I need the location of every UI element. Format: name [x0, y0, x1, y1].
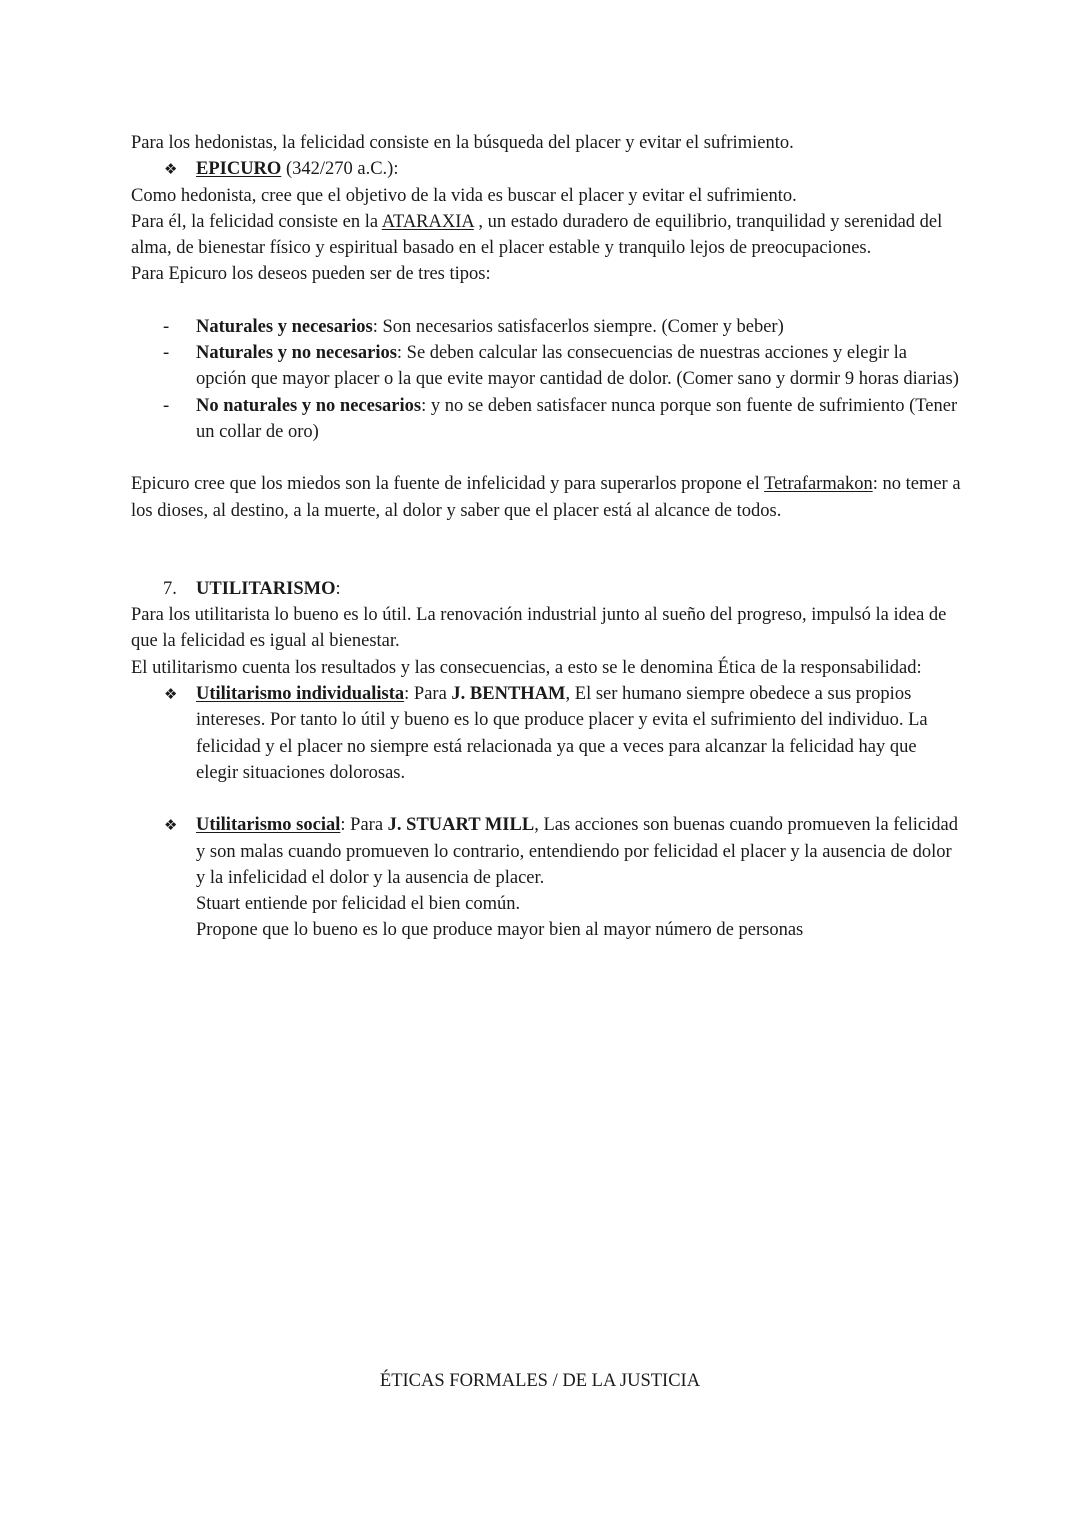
utilitarismo-paragraph-1: Para los utilitarista lo bueno es lo útil. La renovación industrial junto al sueño del progreso, impulsó la idea de que la felicidad es igual al bienestar. — [131, 605, 947, 652]
list-item — [131, 314, 961, 340]
ataraxia-word: ATARAXIA — [381, 211, 474, 232]
social-item — [131, 812, 961, 943]
bentham-name: J. BENTHAM — [451, 684, 566, 705]
individualista-pre: : Para — [404, 684, 452, 705]
section-title: UTILITARISMO — [196, 578, 336, 599]
epicuro-name: EPICURO — [196, 159, 282, 180]
individualista-title: Utilitarismo individualista — [196, 684, 405, 705]
tetrafarmakon-word: Tetrafarmakon — [764, 474, 873, 495]
desire-text: : Se deben calcular las consecuencias de nuestras acciones y elegir la opción que mayor placer o la que evite mayor cantidad de dolor. (Comer sano y dormir 9 horas diarias) — [196, 343, 959, 390]
social-pre: : Para — [340, 815, 388, 836]
diamond-bullet-icon: ❖ — [164, 685, 178, 704]
desires-intro: Para Epicuro los deseos pueden ser de tres tipos: — [131, 264, 491, 285]
diamond-bullet-icon: ❖ — [164, 160, 178, 179]
dash-bullet: - — [163, 316, 170, 337]
desire-text: : Son necesarios satisfacerlos siempre. (Comer y beber) — [372, 316, 784, 337]
document-page — [131, 130, 961, 944]
social-line-3: Propone que lo bueno es lo que produce mayor bien al mayor número de personas — [196, 920, 804, 941]
ataraxia-pre: Para él, la felicidad consiste en la — [131, 211, 382, 232]
individualista-text: , El ser humano siempre obedece a sus propios intereses. Por tanto lo útil y bueno es lo que produce placer y evita el sufrimiento del individuo. La felicidad y el placer no siempre está relacionada ya que a veces para alcanzar la felicidad hay que elegir situaciones dolorosas. — [196, 684, 928, 783]
desire-label: Naturales y no necesarios — [196, 343, 397, 364]
desire-text: : y no se deben satisfacer nunca porque son fuente de sufrimiento (Tener un collar de oro) — [196, 395, 958, 442]
fears-pre: Epicuro cree que los miedos son la fuente de infelicidad y para superarlos propone el — [131, 474, 765, 495]
utilitarismo-paragraph-2: El utilitarismo cuenta los resultados y las consecuencias, a esto se le denomina Ética de la responsabilidad: — [131, 657, 922, 678]
ataraxia-post: , un estado duradero de equilibrio, tranquilidad y serenidad del alma, de bienestar físico y espiritual basado en el placer estable y tranquilo lejos de preocupaciones. — [131, 211, 943, 259]
dash-bullet: - — [163, 343, 170, 364]
social-line-2: Stuart entiende por felicidad el bien común. — [196, 894, 521, 915]
epicuro-heading — [131, 156, 961, 182]
section-number: 7. — [163, 578, 177, 599]
desires-list — [131, 314, 961, 445]
social-text: , Las acciones son buenas cuando promueven la felicidad y son malas cuando promueven lo contrario, entendiendo por felicidad el placer y la ausencia de dolor y la infelicidad el dolor y la ausencia de placer. — [196, 815, 958, 888]
mill-name: J. STUART MILL — [387, 815, 535, 836]
list-item — [131, 340, 961, 393]
epicuro-dates: (342/270 a.C.): — [281, 159, 399, 180]
next-section-title: ÉTICAS FORMALES / DE LA JUSTICIA — [379, 1371, 701, 1391]
epicuro-line-1: Como hedonista, cree que el objetivo de la vida es buscar el placer y evitar el sufrimiento. — [131, 185, 797, 206]
utilitarismo-heading — [131, 576, 961, 602]
desire-label: No naturales y no necesarios — [196, 395, 422, 416]
dash-bullet: - — [163, 395, 170, 416]
social-title: Utilitarismo social — [196, 815, 341, 836]
individualista-item — [131, 681, 961, 786]
list-item — [131, 393, 961, 446]
desire-label: Naturales y necesarios — [196, 316, 373, 337]
intro-paragraph: Para los hedonistas, la felicidad consiste en la búsqueda del placer y evitar el sufrimiento. — [131, 133, 794, 153]
diamond-bullet-icon: ❖ — [164, 816, 178, 835]
tetrafarmakon-paragraph — [131, 471, 961, 524]
fears-post: : no temer a los dioses, al destino, a la muerte, al dolor y saber que el placer está al alcance de todos. — [131, 474, 961, 521]
section-title-colon: : — [335, 578, 341, 599]
ataraxia-paragraph — [131, 209, 961, 262]
